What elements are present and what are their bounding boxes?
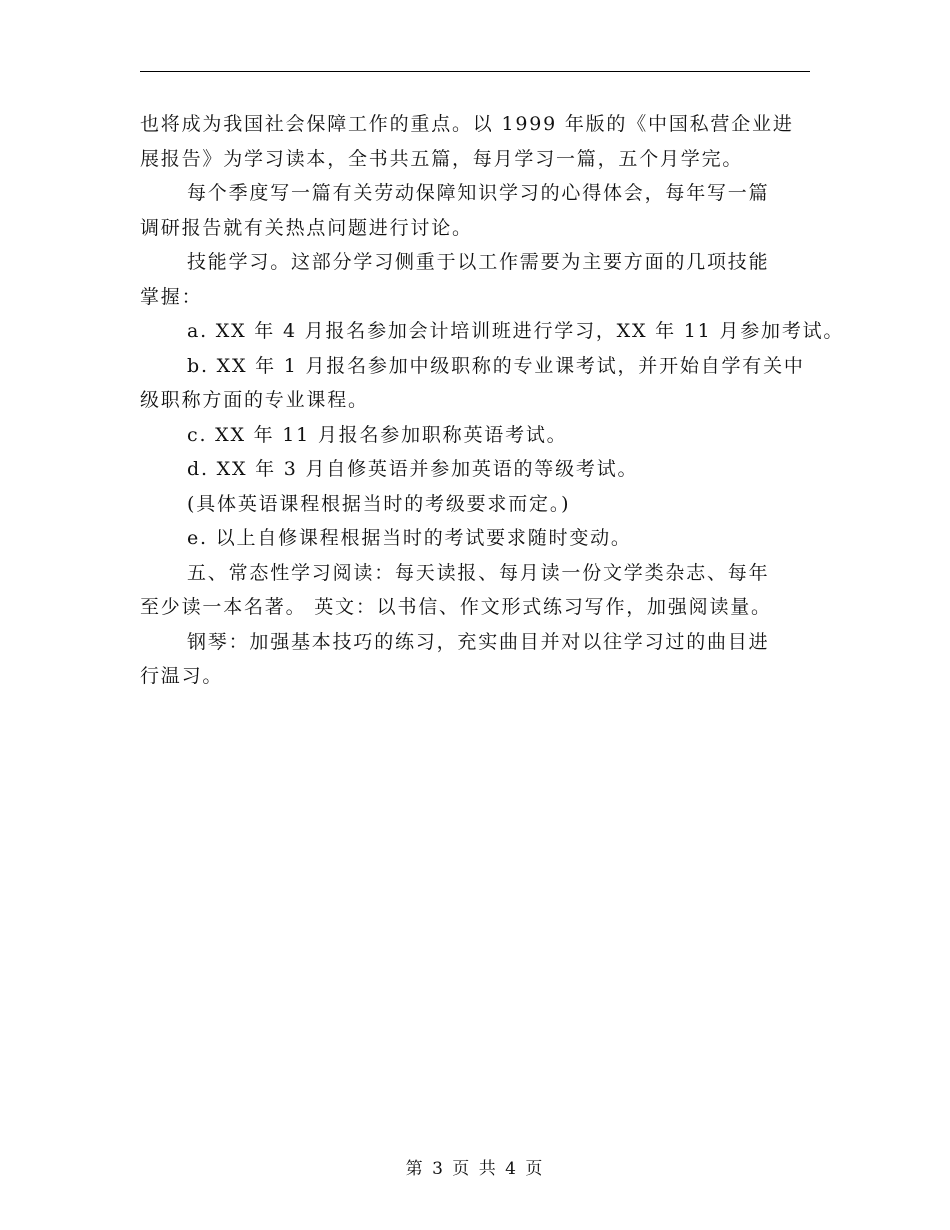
list-item-e: e. 以上自修课程根据当时的考试要求随时变动。 <box>187 527 632 549</box>
body-line: 级职称方面的专业课程。 <box>140 389 369 411</box>
body-line: 也将成为我国社会保障工作的重点。以 1999 年版的《中国私营企业进 <box>140 113 794 135</box>
list-item-b: b. XX 年 1 月报名参加中级职称的专业课考试，并开始自学有关中 <box>187 354 805 377</box>
body-line: 展报告》为学习读本，全书共五篇，每月学习一篇，五个月学完。 <box>140 147 744 170</box>
body-line: 技能学习。这部分学习侧重于以工作需要为主要方面的几项技能 <box>187 251 770 273</box>
body-line: 每个季度写一篇有关劳动保障知识学习的心得体会，每年写一篇 <box>187 182 770 204</box>
list-item-a: a. XX 年 4 月报名参加会计培训班进行学习，XX 年 11 月参加考试。 <box>187 320 845 342</box>
header-rule <box>140 71 810 72</box>
body-line: 钢琴：加强基本技巧的练习，充实曲目并对以往学习过的曲目进 <box>187 630 770 653</box>
page-number-footer: 第 3 页 共 4 页 <box>405 1159 545 1179</box>
note-line: (具体英语课程根据当时的考级要求而定。) <box>187 492 571 515</box>
list-item-c: c. XX 年 11 月报名参加职称英语考试。 <box>187 423 568 446</box>
body-line: 行温习。 <box>140 665 224 687</box>
body-line: 掌握： <box>140 285 203 308</box>
body-line: 至少读一本名著。 英文：以书信、作文形式练习写作，加强阅读量。 <box>140 596 772 618</box>
body-line: 五、常态性学习阅读：每天读报、每月读一份文学类杂志、每年 <box>187 561 770 584</box>
document-body <box>140 107 845 694</box>
list-item-d: d. XX 年 3 月自修英语并参加英语的等级考试。 <box>187 458 639 480</box>
body-line: 调研报告就有关热点问题进行讨论。 <box>140 216 473 239</box>
